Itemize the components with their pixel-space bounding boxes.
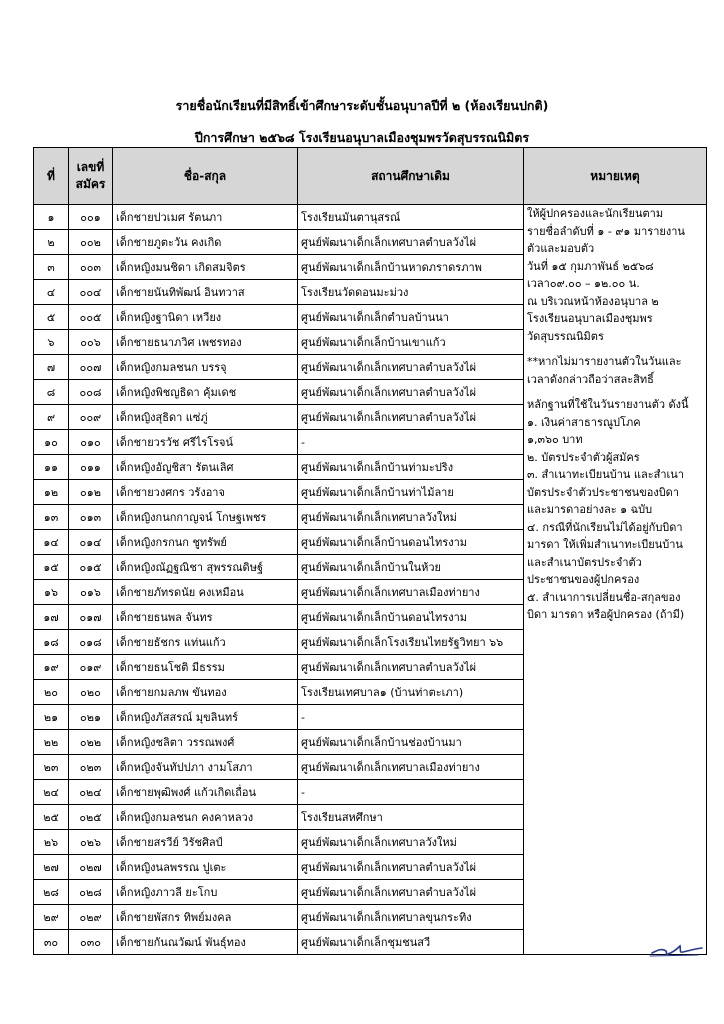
row-number: ๗ — [34, 355, 69, 380]
remark-line: ให้ผู้ปกครองและนักเรียนตาม — [527, 207, 664, 220]
row-application-no: ๐๐๑ — [69, 205, 113, 230]
row-student-name: เด็กหญิงฐานิดา เหวียง — [113, 305, 298, 330]
remark-line: ๒. บัตรประจำตัวผู้สมัคร — [527, 450, 640, 464]
row-student-name: เด็กชายภูตะวัน คงเกิด — [113, 230, 298, 255]
row-application-no: ๐๑๑ — [69, 455, 113, 480]
row-previous-school: ศูนย์พัฒนาเด็กเล็กบ้านท่าไม้ลาย — [298, 480, 524, 505]
row-student-name: เด็กหญิงชลิตา วรรณพงศ์ — [113, 730, 298, 755]
remark-line: ๔. กรณีที่นักเรียนไม่ได้อยู่กับบิดา — [527, 520, 683, 534]
row-number: ๔ — [34, 280, 69, 305]
row-student-name: เด็กชายพัสกร ทิพย์มงคล — [113, 905, 298, 930]
row-number: ๓๐ — [34, 930, 69, 955]
row-student-name: เด็กหญิงมนชิดา เกิดสมจิตร — [113, 255, 298, 280]
row-previous-school: - — [298, 705, 524, 730]
remark-line: มารดา ให้เพิ่มสำเนาทะเบียนบ้าน — [527, 538, 683, 551]
signature-mark — [646, 936, 706, 960]
row-previous-school: ศูนย์พัฒนาเด็กเล็กบ้านหาดภราดรภาพ — [298, 255, 524, 280]
row-application-no: ๐๐๔ — [69, 280, 113, 305]
remark-line: หลักฐานที่ใช้ในวันรายงานตัว ดังนี้ — [527, 398, 689, 411]
row-student-name: เด็กชายพุฒิพงศ์ แก้วเกิดเถื่อน — [113, 780, 298, 805]
row-number: ๒๕ — [34, 805, 69, 830]
row-previous-school: ศูนย์พัฒนาเด็กเล็กชุมชนสวี — [298, 930, 524, 955]
row-application-no: ๐๑๘ — [69, 630, 113, 655]
header-application-no-line2: สมัคร — [75, 177, 106, 191]
row-application-no: ๐๒๔ — [69, 780, 113, 805]
row-previous-school: ศูนย์พัฒนาเด็กเล็กเทศบาลตำบลวังไผ่ — [298, 655, 524, 680]
remark-line: บิดา มารดา หรือผู้ปกครอง (ถ้ามี) — [527, 608, 685, 621]
row-number: ๑ — [34, 205, 69, 230]
row-application-no: ๐๑๐ — [69, 430, 113, 455]
row-number: ๑๐ — [34, 430, 69, 455]
row-application-no: ๐๒๓ — [69, 755, 113, 780]
row-number: ๑๗ — [34, 605, 69, 630]
row-application-no: ๐๒๕ — [69, 805, 113, 830]
row-application-no: ๐๑๕ — [69, 555, 113, 580]
row-student-name: เด็กชายกันณวัฒน์ พันธุ์ทอง — [113, 930, 298, 955]
row-previous-school: โรงเรียนมันตานุสรณ์ — [298, 205, 524, 230]
row-application-no: ๐๑๓ — [69, 505, 113, 530]
row-number: ๒๐ — [34, 680, 69, 705]
row-previous-school: ศูนย์พัฒนาเด็กเล็กบ้านช่องบ้านมา — [298, 730, 524, 755]
row-student-name: เด็กหญิงกมลชนก คงคาหลวง — [113, 805, 298, 830]
row-number: ๘ — [34, 380, 69, 405]
row-application-no: ๐๐๖ — [69, 330, 113, 355]
row-student-name: เด็กหญิงสุธิดา แซ่ภู่ — [113, 405, 298, 430]
row-number: ๑๓ — [34, 505, 69, 530]
row-previous-school: ศูนย์พัฒนาเด็กเล็กเทศบาลขุนกระทิง — [298, 905, 524, 930]
row-previous-school: ศูนย์พัฒนาเด็กเล็กบ้านท่ามะปริง — [298, 455, 524, 480]
row-application-no: ๐๒๙ — [69, 905, 113, 930]
row-student-name: เด็กชายปวเมศ รัตนภา — [113, 205, 298, 230]
row-number: ๙ — [34, 405, 69, 430]
header-application-no-line1: เลขที่ — [76, 160, 105, 174]
row-application-no: ๐๐๘ — [69, 380, 113, 405]
row-student-name: เด็กหญิงภาวลี ยะโกบ — [113, 880, 298, 905]
row-student-name: เด็กหญิงกมลชนก บรรจุ — [113, 355, 298, 380]
row-number: ๒๑ — [34, 705, 69, 730]
remark-line: บัตรประจำตัวประชาชนของบิดา — [527, 485, 680, 499]
remark-line: รายชื่อลำดับที่ ๑ - ๙๑ มารายงาน — [527, 224, 685, 238]
document-title: รายชื่อนักเรียนที่มีสิทธิ์เข้าศึกษาระดับชั้นอนุบาลปีที่ ๒ (ห้องเรียนปกติ) — [175, 98, 549, 113]
header-note: หมายเหตุ — [524, 148, 707, 205]
row-previous-school: ศูนย์พัฒนาเด็กเล็กเทศบาลตำบลวังไผ่ — [298, 380, 524, 405]
remark-line: และสำเนาบัตรประจำตัว — [527, 555, 642, 569]
row-previous-school: ศูนย์พัฒนาเด็กเล็กเทศบาลเมืองท่ายาง — [298, 755, 524, 780]
remark-line: **หากไม่มารายงานตัวในวันและ — [527, 355, 682, 368]
row-previous-school: โรงเรียนวัดดอนมะม่วง — [298, 280, 524, 305]
row-previous-school: ศูนย์พัฒนาเด็กเล็กบ้านดอนไทรงาม — [298, 530, 524, 555]
row-student-name: เด็กชายธัชกร แท่นแก้ว — [113, 630, 298, 655]
student-roster-table — [33, 147, 707, 955]
row-number: ๒๘ — [34, 880, 69, 905]
row-application-no: ๐๐๓ — [69, 255, 113, 280]
row-application-no: ๐๒๐ — [69, 680, 113, 705]
row-application-no: ๐๐๙ — [69, 405, 113, 430]
row-student-name: เด็กหญิงณัฏฐณิชา สุพรรณดิษฐ์ — [113, 555, 298, 580]
row-number: ๒๙ — [34, 905, 69, 930]
header-application-no — [69, 148, 113, 205]
row-student-name: เด็กหญิงอัญชิสา รัตนเลิศ — [113, 455, 298, 480]
row-previous-school: ศูนย์พัฒนาเด็กเล็กเทศบาลตำบลวังไผ่ — [298, 855, 524, 880]
row-number: ๒๒ — [34, 730, 69, 755]
remark-line: โรงเรียนอนุบาลเมืองชุมพร — [527, 312, 653, 325]
row-previous-school: ศูนย์พัฒนาเด็กเล็กเทศบาลตำบลวังไผ่ — [298, 880, 524, 905]
row-number: ๑๙ — [34, 655, 69, 680]
remark-line: เวลา๐๙.๐๐ – ๑๒.๐๐ น. — [527, 277, 640, 290]
row-student-name: เด็กชายกมลภพ ขันทอง — [113, 680, 298, 705]
row-previous-school: - — [298, 430, 524, 455]
row-student-name: เด็กชายธนาภวิศ เพชรทอง — [113, 330, 298, 355]
row-application-no: ๐๑๗ — [69, 605, 113, 630]
row-student-name: เด็กหญิงพิชญธิดา คุ้มเดช — [113, 380, 298, 405]
header-school: สถานศึกษาเดิม — [298, 148, 524, 205]
row-number: ๑๖ — [34, 580, 69, 605]
row-number: ๒ — [34, 230, 69, 255]
row-application-no: ๐๐๕ — [69, 305, 113, 330]
row-student-name: เด็กชายธนพล จันทร — [113, 605, 298, 630]
row-number: ๓ — [34, 255, 69, 280]
row-application-no: ๐๑๙ — [69, 655, 113, 680]
table-row — [34, 205, 707, 230]
row-number: ๒๖ — [34, 830, 69, 855]
remark-line: เวลาดังกล่าวถือว่าสละสิทธิ์ — [527, 372, 654, 386]
row-student-name: เด็กชายวรวัช ศรีไรโรจน์ — [113, 430, 298, 455]
row-number: ๒๔ — [34, 780, 69, 805]
row-previous-school: ศูนย์พัฒนาเด็กเล็กบ้านในห้วย — [298, 555, 524, 580]
row-application-no: ๐๒๘ — [69, 880, 113, 905]
remark-line: และมารดาอย่างละ ๑ ฉบับ — [527, 503, 653, 516]
row-number: ๕ — [34, 305, 69, 330]
row-previous-school: ศูนย์พัฒนาเด็กเล็กเทศบาลตำบลวังไผ่ — [298, 355, 524, 380]
row-student-name: เด็กชายสรวีย์ วิรัชศิลป์ — [113, 830, 298, 855]
row-student-name: เด็กชายวงศกร วรังอาจ — [113, 480, 298, 505]
row-application-no: ๐๒๑ — [69, 705, 113, 730]
row-number: ๒๓ — [34, 755, 69, 780]
row-student-name: เด็กชายธนโชติ มีธรรม — [113, 655, 298, 680]
table-body — [34, 205, 707, 955]
row-application-no: ๐๐๒ — [69, 230, 113, 255]
row-previous-school: ศูนย์พัฒนาเด็กเล็กเทศบาลวังใหม่ — [298, 830, 524, 855]
row-number: ๑๘ — [34, 630, 69, 655]
row-number: ๑๕ — [34, 555, 69, 580]
row-application-no: ๐๒๖ — [69, 830, 113, 855]
row-application-no: ๐๓๐ — [69, 930, 113, 955]
remark-line: ตัวและมอบตัว — [527, 242, 595, 255]
row-number: ๑๒ — [34, 480, 69, 505]
row-previous-school: ศูนย์พัฒนาเด็กเล็กโรงเรียนไทยรัฐวิทยา ๖๖ — [298, 630, 524, 655]
document-subtitle: ปีการศึกษา ๒๕๖๘ โรงเรียนอนุบาลเมืองชุมพรวัดสุบรรณนิมิตร — [194, 130, 530, 145]
row-previous-school: ศูนย์พัฒนาเด็กเล็กบ้านดอนไทรงาม — [298, 605, 524, 630]
remark-line: ประชาชนของผู้ปกครอง — [527, 573, 640, 586]
row-student-name: เด็กหญิงกรกนก ชูทรัพย์ — [113, 530, 298, 555]
remark-line: ๑. เงินค่าสาธารณูปโภค — [527, 415, 641, 429]
row-previous-school: โรงเรียนสหศึกษา — [298, 805, 524, 830]
row-student-name: เด็กชายภัทรดนัย คงเหมือน — [113, 580, 298, 605]
remark-line: วันที่ ๑๕ กุมภาพันธ์ ๒๕๖๘ — [527, 259, 654, 273]
row-application-no: ๐๒๒ — [69, 730, 113, 755]
remark-line: วัดสุบรรณนิมิตร — [527, 329, 604, 343]
row-number: ๒๗ — [34, 855, 69, 880]
row-previous-school: ศูนย์พัฒนาเด็กเล็กเทศบาลเมืองท่ายาง — [298, 580, 524, 605]
row-student-name: เด็กหญิงภัสสรณ์ มุขลินทร์ — [113, 705, 298, 730]
remarks-cell — [524, 205, 707, 955]
row-application-no: ๐๒๗ — [69, 855, 113, 880]
remark-line: ๕. สำเนาการเปลี่ยนชื่อ-สกุลของ — [527, 590, 681, 604]
remark-line: ณ บริเวณหน้าห้องอนุบาล ๒ — [527, 294, 659, 308]
row-previous-school: ศูนย์พัฒนาเด็กเล็กเทศบาลวังใหม่ — [298, 505, 524, 530]
row-student-name: เด็กชายนันทิพัฒน์ อินทวาส — [113, 280, 298, 305]
row-number: ๖ — [34, 330, 69, 355]
row-student-name: เด็กหญิงกนกกาญจน์ โกษฐเพชร — [113, 505, 298, 530]
row-previous-school: โรงเรียนเทศบาล๑ (บ้านท่าตะเภา) — [298, 680, 524, 705]
header-no: ที่ — [34, 148, 69, 205]
row-application-no: ๐๑๒ — [69, 480, 113, 505]
row-student-name: เด็กหญิงนลพรรณ ปูเตะ — [113, 855, 298, 880]
row-number: ๑๔ — [34, 530, 69, 555]
row-number: ๑๑ — [34, 455, 69, 480]
row-previous-school: ศูนย์พัฒนาเด็กเล็กเทศบาลตำบลวังไผ่ — [298, 230, 524, 255]
row-application-no: ๐๑๔ — [69, 530, 113, 555]
row-application-no: ๐๐๗ — [69, 355, 113, 380]
remark-line: ๑,๓๖๐ บาท — [527, 433, 583, 446]
row-previous-school: - — [298, 780, 524, 805]
header-name: ชื่อ-สกุล — [113, 148, 298, 205]
row-previous-school: ศูนย์พัฒนาเด็กเล็กตำบลบ้านนา — [298, 305, 524, 330]
remark-line: ๓. สำเนาทะเบียนบ้าน และสำเนา — [527, 468, 684, 481]
row-student-name: เด็กหญิงจันทัปปภา งามโสภา — [113, 755, 298, 780]
row-application-no: ๐๑๖ — [69, 580, 113, 605]
table-header-row — [34, 148, 707, 205]
row-previous-school: ศูนย์พัฒนาเด็กเล็กเทศบาลตำบลวังไผ่ — [298, 405, 524, 430]
row-previous-school: ศูนย์พัฒนาเด็กเล็กบ้านเขาแก้ว — [298, 330, 524, 355]
